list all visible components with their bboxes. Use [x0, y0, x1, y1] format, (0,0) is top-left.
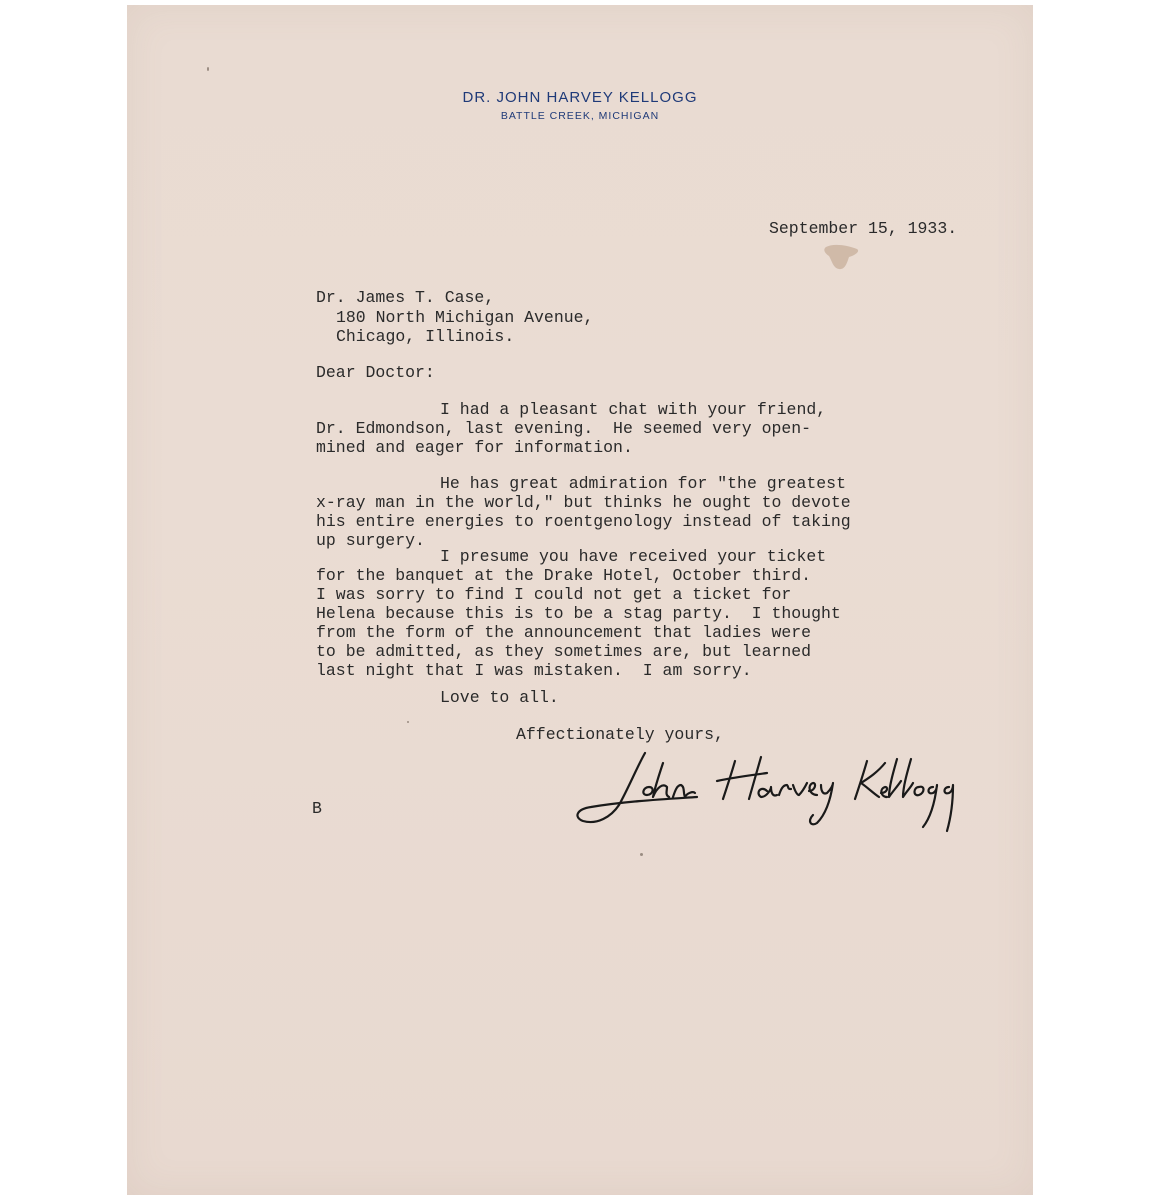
letterhead-place: BATTLE CREEK, MICHIGAN	[500, 110, 660, 122]
paragraph-3-line-1: I presume you have received your ticket	[440, 547, 827, 566]
recipient-line-3: Chicago, Illinois.	[336, 327, 515, 346]
recipient-line-1: Dr. James T. Case,	[316, 288, 495, 307]
closing: Affectionately yours,	[516, 725, 724, 744]
paragraph-1-line-1: I had a pleasant chat with your friend,	[440, 400, 827, 419]
paragraph-3-line-6: to be admitted, as they sometimes are, but learned	[316, 642, 812, 661]
recipient-line-2: 180 North Michigan Avenue,	[336, 308, 594, 327]
paragraph-3-line-7: last night that I was mistaken. I am sorry.	[316, 661, 752, 680]
handwritten-signature	[567, 747, 967, 837]
salutation: Dear Doctor:	[316, 363, 435, 382]
paragraph-2-line-1: He has great admiration for "the greatest	[440, 474, 846, 493]
paragraph-3-line-3: I was sorry to find I could not get a ticket for	[316, 585, 792, 604]
paragraph-2-line-4: up surgery.	[316, 531, 425, 550]
paragraph-2-line-2: x-ray man in the world," but thinks he ought to devote	[316, 493, 851, 512]
paper-speck	[640, 853, 643, 856]
letterhead-name: DR. JOHN HARVEY KELLOGG	[462, 89, 698, 106]
paragraph-3-line-5: from the form of the announcement that ladies were	[316, 623, 812, 642]
letter-date: September 15, 1933.	[769, 219, 958, 238]
paragraph-1-line-2: Dr. Edmondson, last evening. He seemed very open-	[316, 419, 812, 438]
closing-note: Love to all.	[440, 688, 559, 707]
paper-speck	[207, 67, 209, 71]
paragraph-1-line-3: mined and eager for information.	[316, 438, 633, 457]
paragraph-2-line-3: his entire energies to roentgenology instead of taking	[316, 512, 851, 531]
paragraph-3-line-4: Helena because this is to be a stag party. I thought	[316, 604, 841, 623]
paper-stain	[823, 243, 863, 273]
letter-page	[127, 5, 1033, 1195]
typist-initial: B	[312, 799, 322, 818]
paper-speck	[407, 721, 409, 723]
paragraph-3-line-2: for the banquet at the Drake Hotel, October third.	[316, 566, 812, 585]
